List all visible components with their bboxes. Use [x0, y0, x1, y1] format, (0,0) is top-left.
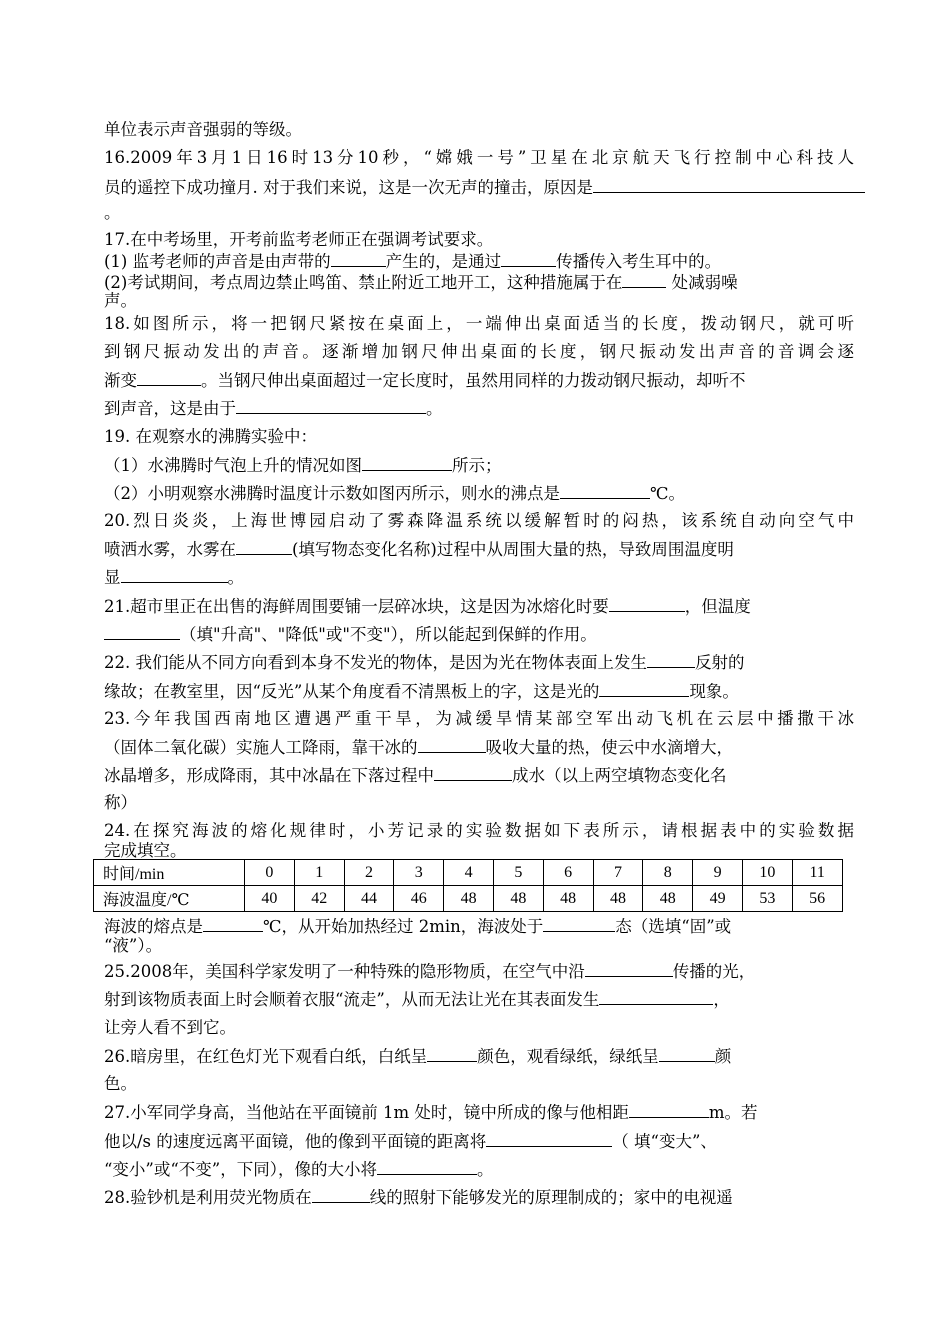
table-cell: 44: [344, 886, 394, 912]
question-19-part2: （2）小明观察水沸腾时温度计示数如图丙所示，则水的沸点是 ℃。: [104, 484, 685, 503]
answer-blank: [585, 960, 673, 977]
table-row: [94, 886, 843, 912]
answer-blank: [434, 764, 512, 781]
question-20-line2: 喷洒水雾，水雾在 (填写物态变化名称)过程中从周围大量的热，导致周围温度明: [104, 540, 734, 559]
answer-blank: [647, 651, 695, 668]
table-cell: 4: [444, 860, 494, 886]
question-25-line2: 射到该物质表面上时会顺着衣服“流走”，从而无法让光在其表面发生 ，: [104, 990, 730, 1009]
question-18: 18.如图所示，将一把钢尺紧按在桌面上，一端伸出桌面适当的长度，拨动钢尺，就可听: [104, 314, 854, 333]
text-line: 称）: [104, 793, 137, 812]
answer-blank: [659, 1045, 715, 1062]
answer-blank: [560, 482, 650, 499]
table-cell: 53: [742, 886, 792, 912]
table-cell: 48: [643, 886, 693, 912]
table-cell: 10: [742, 860, 792, 886]
question-27: 27.小军同学身高，当他站在平面镜前 1m 处时，镜中所成的像与他相距 m。若: [104, 1103, 758, 1122]
answer-blank: [599, 680, 689, 697]
text-line: 色。: [104, 1074, 137, 1093]
answer-blank: [331, 250, 386, 267]
question-25: 25.2008年，美国科学家发明了一种特殊的隐形物质，在空气中沿 传播的光，: [104, 962, 756, 981]
question-23: 23.今年我国西南地区遭遇严重干旱，为减缓旱情某部空军出动飞机在云层中播撒干冰: [104, 709, 854, 728]
answer-blank: [137, 369, 201, 386]
answer-blank: [599, 988, 713, 1005]
table-cell: 9: [693, 860, 743, 886]
question-17-part1: (1) 监考老师的声音是由声带的 产生的，是通过 传播传入考生耳中的。: [104, 252, 722, 271]
question-18-line3: 渐变 。当钢尺伸出桌面超过一定长度时，虽然用同样的力拨动钢尺振动，却听不: [104, 371, 746, 390]
question-22: 22. 我们能从不同方向看到本身不发光的物体，是因为光在物体表面上发生 反射的: [104, 653, 745, 672]
text-line: 让旁人看不到它。: [104, 1018, 236, 1037]
answer-blank: [501, 250, 556, 267]
table-header-cell: 时间/min: [94, 860, 245, 886]
answer-blank: [104, 623, 180, 640]
answer-blank: [609, 595, 685, 612]
text-line: 单位表示声音强弱的等级。: [104, 120, 302, 139]
answer-blank: [486, 1130, 612, 1147]
question-19-part1: （1）水沸腾时气泡上升的情况如图 所示；: [104, 456, 502, 475]
answer-blank: [427, 1045, 477, 1062]
question-20: 20.烈日炎炎，上海世博园启动了雾森降温系统以缓解暂时的闷热，该系统自动向空气中: [104, 511, 854, 530]
table-cell: 2: [344, 860, 394, 886]
question-27-line2: 他以/s 的速度远离平面镜，他的像到平面镜的距离将 （ 填“变大”、: [104, 1132, 717, 1151]
table-cell: 48: [444, 886, 494, 912]
table-cell: 42: [294, 886, 344, 912]
table-cell: 11: [792, 860, 842, 886]
answer-blank: [418, 736, 486, 753]
question-18-line4: 到声音，这是由于 。: [104, 399, 443, 418]
table-header-cell: 海波温度/℃: [94, 886, 245, 912]
question-21: 21.超市里正在出售的海鲜周围要铺一层碎冰块，这是因为冰熔化时要 ，但温度: [104, 597, 751, 616]
question-17: 17.在中考场里，开考前监考老师正在强调考试要求。: [104, 230, 494, 249]
question-26: 26.暗房里，在红色灯光下观看白纸，白纸呈 颜色，观看绿纸，绿纸呈 颜: [104, 1047, 732, 1066]
text-line: 声。: [104, 291, 137, 310]
answer-blank: [377, 1158, 477, 1175]
answer-blank: [236, 397, 426, 414]
question-24-line3: 海波的熔点是 ℃，从开始加热经过 2min，海波处于 态（选填“固”或: [104, 917, 732, 936]
table-cell: 48: [543, 886, 593, 912]
question-27-line3: “变小”或“不变”，下同），像的大小将 。: [104, 1160, 494, 1179]
table-cell: 8: [643, 860, 693, 886]
question-16: 16.2009年3月1日16时13分10秒，“嫦娥一号”卫星在北京航天飞行控制中心科技人: [104, 148, 854, 167]
question-20-line3: 显 。: [104, 568, 244, 587]
answer-blank: [203, 915, 263, 932]
answer-blank: [629, 1101, 709, 1118]
table-cell: 6: [543, 860, 593, 886]
question-21-line2: （填"升高"、"降低"或"不变"），所以能起到保鲜的作用。: [104, 623, 854, 646]
table-cell: 46: [394, 886, 444, 912]
melting-data-table: [93, 859, 843, 912]
table-cell: 49: [693, 886, 743, 912]
text-line: 。: [104, 203, 121, 222]
answer-blank: [593, 176, 865, 193]
question-23-line2: （固体二氧化碳）实施人工降雨，靠干冰的 吸收大量的热，使云中水滴增大，: [104, 738, 733, 757]
table-cell: 1: [294, 860, 344, 886]
answer-blank: [543, 915, 615, 932]
question-19: 19. 在观察水的沸腾实验中：: [104, 427, 317, 446]
table-cell: 48: [493, 886, 543, 912]
table-cell: 3: [394, 860, 444, 886]
table-row: [94, 860, 843, 886]
question-24: 24.在探究海波的熔化规律时，小芳记录的实验数据如下表所示，请根据表中的实验数据: [104, 821, 854, 840]
answer-blank: [236, 538, 292, 555]
question-16-line2: 员的遥控下成功撞月. 对于我们来说，这是一次无声的撞击，原因是: [104, 176, 950, 199]
question-23-line3: 冰晶增多，形成降雨，其中冰晶在下落过程中 成水（以上两空填物态变化名: [104, 766, 727, 785]
question-22-line2: 缘故；在教室里，因“反光”从某个角度看不清黑板上的字，这是光的 现象。: [104, 682, 739, 701]
answer-blank: [312, 1186, 370, 1203]
table-cell: 7: [593, 860, 643, 886]
question-24-line2: 完成填空。: [104, 841, 187, 860]
answer-blank: [121, 566, 228, 583]
text-line: “液”）。: [104, 936, 163, 955]
question-17-part2: (2)考试期间，考点周边禁止鸣笛、禁止附近工地开工，这种措施属于在 处减弱噪: [104, 273, 738, 292]
table-cell: 5: [493, 860, 543, 886]
table-cell: 40: [245, 886, 295, 912]
table-cell: 56: [792, 886, 842, 912]
answer-blank: [362, 454, 452, 471]
table-cell: 48: [593, 886, 643, 912]
question-18-line2: 到钢尺振动发出的声音。逐渐增加钢尺伸出桌面的长度，钢尺振动发出声音的音调会逐: [104, 342, 854, 361]
answer-blank: [622, 271, 666, 288]
table-cell: 0: [245, 860, 295, 886]
question-28: 28.验钞机是利用荧光物质在 线的照射下能够发光的原理制成的；家中的电视遥: [104, 1188, 733, 1207]
